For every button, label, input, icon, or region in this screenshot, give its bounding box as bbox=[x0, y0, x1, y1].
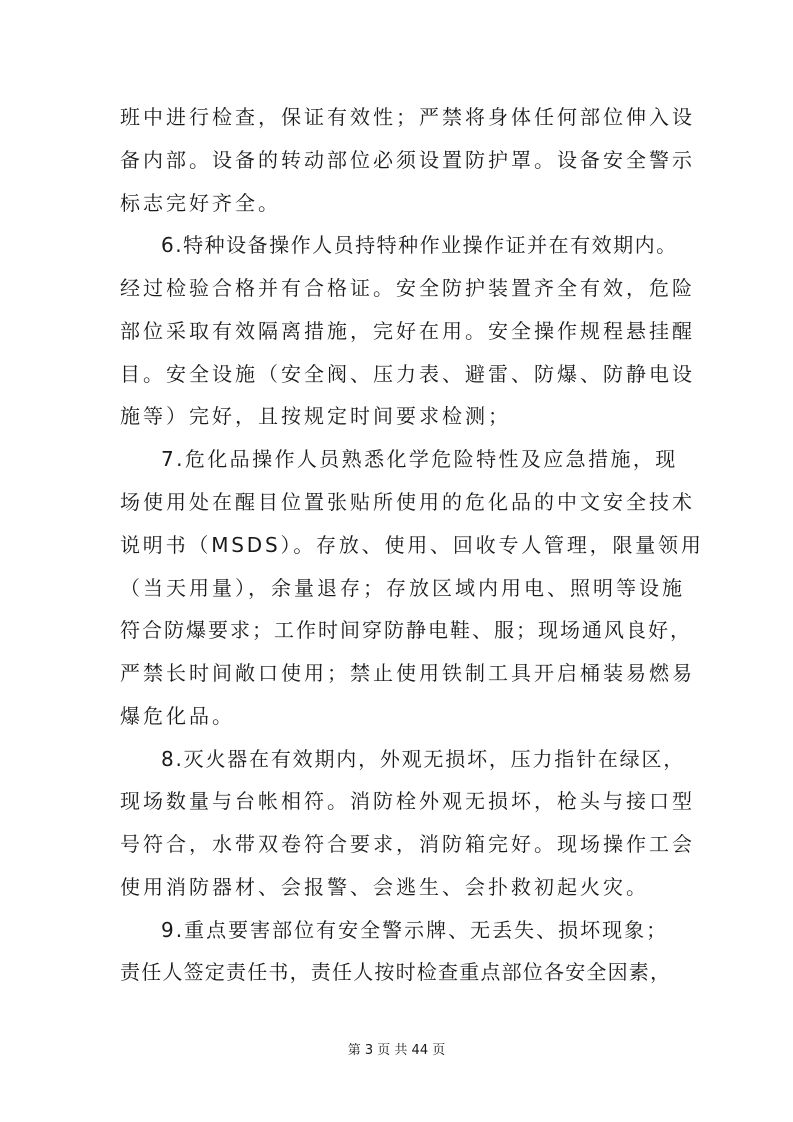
paragraph-line: 严禁长时间敞口使用；禁止使用铁制工具开启桶装易燃易 bbox=[120, 661, 695, 685]
paragraph-line: 班中进行检查，保证有效性；严禁将身体任何部位伸入设 bbox=[120, 105, 695, 129]
paragraph-line: 符合防爆要求；工作时间穿防静电鞋、服；现场通风良好， bbox=[120, 618, 692, 642]
paragraph-line: 施等）完好，且按规定时间要求检测； bbox=[120, 404, 511, 428]
paragraph-line: 目。安全设施（安全阀、压力表、避雷、防爆、防静电设 bbox=[120, 362, 695, 386]
paragraph-line: 9.重点要害部位有安全警示牌、无丢失、损坏现象； bbox=[161, 918, 669, 942]
paragraph-line: 说明书（MSDS）。存放、使用、回收专人管理，限量领用 bbox=[120, 533, 704, 557]
paragraph-line: （当天用量），余量退存；存放区域内用电、照明等设施 bbox=[120, 576, 685, 600]
paragraph-line: 爆危化品。 bbox=[120, 704, 235, 728]
paragraph-line: 8.灭火器在有效期内，外观无损坏，压力指针在绿区， bbox=[161, 747, 686, 771]
paragraph-line: 7.危化品操作人员熟悉化学危险特性及应急措施，现 bbox=[161, 447, 678, 471]
paragraph-line: 场使用处在醒目位置张贴所使用的危化品的中文安全技术 bbox=[120, 490, 695, 514]
paragraph-line: 责任人签定责任书，责任人按时检查重点部位各安全因素， bbox=[120, 960, 672, 984]
paragraph-line: 使用消防器材、会报警、会逃生、会扑救初起火灾。 bbox=[120, 875, 649, 899]
paragraph-line: 标志完好齐全。 bbox=[120, 191, 281, 215]
paragraph-line: 6.特种设备操作人员持特种作业操作证并在有效期内。 bbox=[161, 233, 678, 257]
paragraph-line: 现场数量与台帐相符。消防栓外观无损坏，枪头与接口型 bbox=[120, 789, 695, 813]
paragraph-line: 备内部。设备的转动部位必须设置防护罩。设备安全警示 bbox=[120, 148, 695, 172]
paragraph-line: 号符合，水带双卷符合要求，消防箱完好。现场操作工会 bbox=[120, 832, 695, 856]
paragraph-line: 经过检验合格并有合格证。安全防护装置齐全有效，危险 bbox=[120, 276, 695, 300]
page-number-footer: 第 3 页 共 44 页 bbox=[347, 1043, 446, 1058]
paragraph-line: 部位采取有效隔离措施，完好在用。安全操作规程悬挂醒 bbox=[120, 319, 695, 343]
